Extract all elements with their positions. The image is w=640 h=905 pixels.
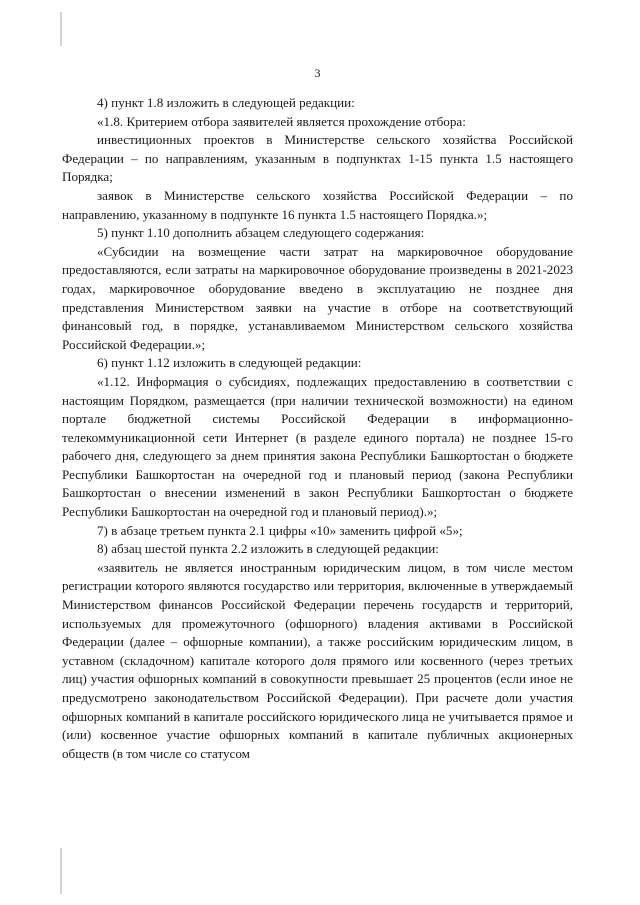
paragraph-item-4: 4) пункт 1.8 изложить в следующей редакции: (97, 95, 355, 110)
document-page (62, 66, 573, 763)
paragraph-item-6: 6) пункт 1.12 изложить в следующей редакции: (97, 355, 362, 371)
paragraph-item-5: 5) пункт 1.10 дополнить абзацем следующего содержания: (97, 225, 425, 241)
paragraph-investment-projects: инвестиционных проектов в Министерстве сельского хозяйства Российской Федерации – по направлениям, указанным в подпунктах 1-15 пункта 1.5 настоящего Порядка; (62, 132, 573, 185)
scan-edge-mark-top (60, 12, 62, 46)
scan-edge-mark-bottom (60, 848, 62, 894)
paragraph-applications: заявок в Министерстве сельского хозяйства Российской Федерации – по направлению, указанному в подпункте 16 пункта 1.5 настоящего Порядка.»; (62, 187, 573, 222)
page-number: 3 (314, 66, 321, 80)
paragraph-item-7: 7) в абзаце третьем пункта 2.1 цифры «10» заменить цифрой «5»; (97, 522, 463, 538)
paragraph-subsidies: «Субсидии на возмещение части затрат на маркировочное оборудование предоставляются, если затраты на маркировочное оборудование произведены в 2021-2023 годах, маркировочное оборудование введено в эксплуатацию не позднее дня представления Министерством заявки на участие в отборе на соответствующий финансовый год, в порядке, устанавливаемом Министерством сельского хозяйства Российской Федерации.»; (62, 243, 573, 352)
paragraph-criterion-1-8: «1.8. Критерием отбора заявителей является прохождение отбора: (97, 113, 466, 129)
paragraph-applicant-offshore: «заявитель не является иностранным юридическим лицом, в том числе местом регистрации которого являются государство или территория, включенные в утверждаемый Министерством финансов Российской Федерации перечень государств и территорий, используемых для промежуточного (офшорного) владения активами в Российской Федерации (далее – офшорные компании), а также российским юридическим лицом, в уставном (складочном) капитале которого доля прямого или косвенного (через третьих лиц) участия офшорных компаний в совокупности превышает 25 процентов (если иное не предусмотрено законодательством Российской Федерации). При расчете доли участия офшорных компаний в капитале российского юридического лица не учитывается прямое и (или) косвенное участие офшорных компаний в капитале публичных акционерных обществ (в том числе со статусом (62, 559, 573, 761)
paragraph-item-8: 8) абзац шестой пункта 2.2 изложить в следующей редакции: (97, 541, 439, 557)
paragraph-information-1-12: «1.12. Информация о субсидиях, подлежащих предоставлению в соответствии с настоящим Порядком, размещается (при наличии технической возможности) на едином портале бюджетной системы Российской Федерации в информационно-телекоммуникационной сети Интернет (в разделе единого портала) не позднее 15-го рабочего дня, следующего за днем принятия закона Республики Башкортостан о бюджете Республики Башкортостан на очередной год и плановый период (закона Республики Башкортостан о внесении изменений в закон Республики Башкортостан о бюджете Республики Башкортостан на очередной год и плановый период).»; (62, 373, 573, 520)
